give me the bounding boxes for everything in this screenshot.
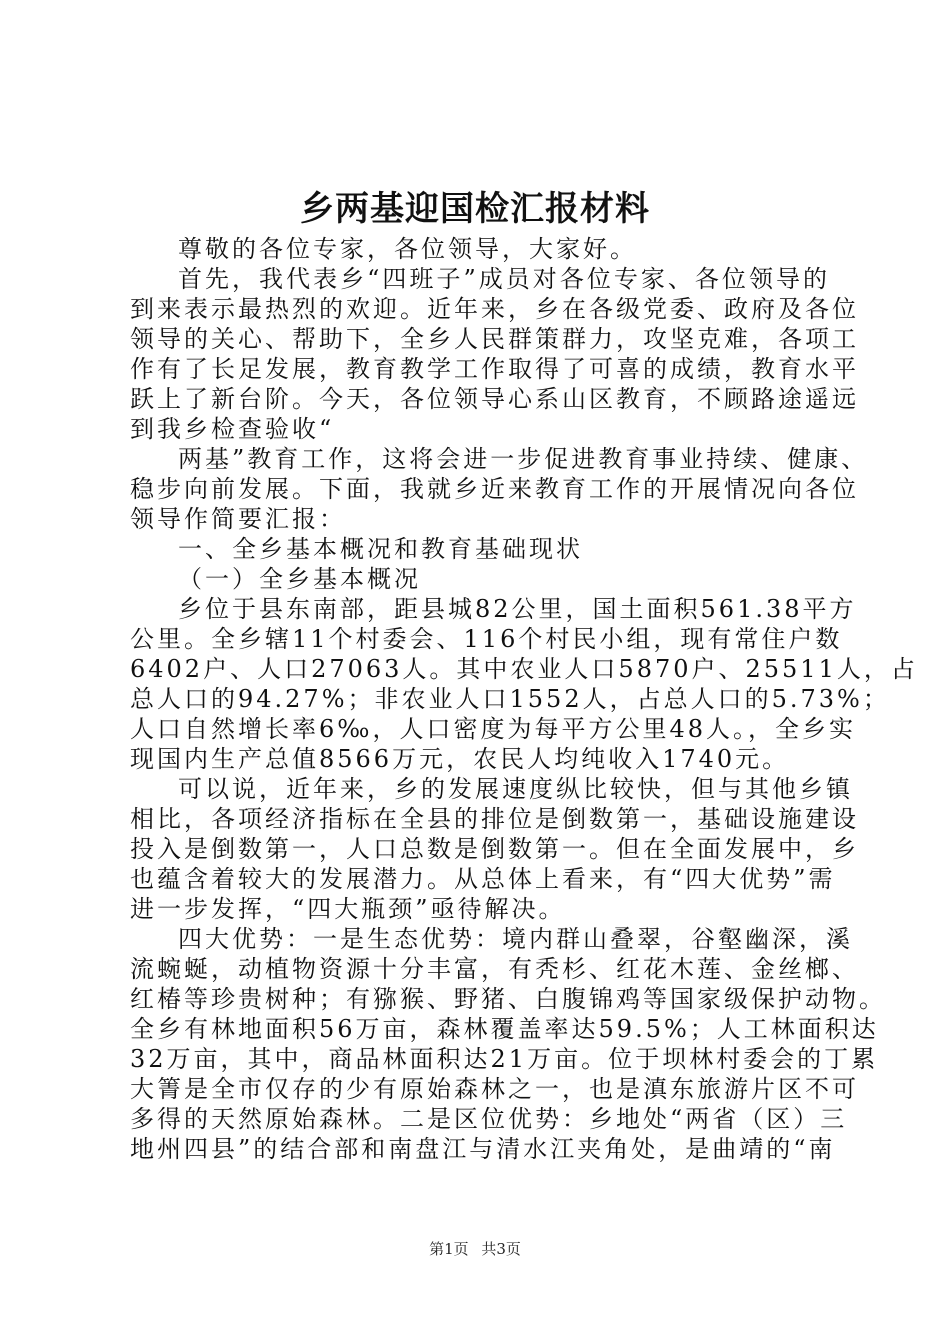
page-total: 共3页 <box>481 1240 521 1258</box>
body-line: 领导的关心、帮助下，全乡人民群策群力，攻坚克难，各项工 <box>130 325 859 353</box>
body-line: 可以说，近年来，乡的发展速度纵比较快，但与其他乡镇 <box>178 775 853 803</box>
page-footer <box>0 1238 950 1259</box>
body-line: 两基”教育工作，这将会进一步促进教育事业持续、健康、 <box>178 445 869 473</box>
body-line: 地州四县”的结合部和南盘江与清水江夹角处，是曲靖的“南 <box>130 1135 836 1163</box>
body-line: 公里。全乡辖11个村委会、116个村民小组，现有常住户数 <box>130 625 843 653</box>
body-line: 尊敬的各位专家，各位领导，大家好。 <box>178 235 637 263</box>
body-line: 四大优势：一是生态优势：境内群山叠翠，谷壑幽深，溪 <box>178 925 853 953</box>
document-body <box>130 234 918 1164</box>
body-line: 流蜿蜒，动植物资源十分丰富，有秃杉、红花木莲、金丝榔、 <box>130 955 859 983</box>
body-line: 跃上了新台阶。今天，各位领导心系山区教育，不顾路途遥远 <box>130 385 859 413</box>
body-line: 到来表示最热烈的欢迎。近年来，乡在各级党委、政府及各位 <box>130 295 859 323</box>
body-line: 一、全乡基本概况和教育基础现状 <box>178 535 583 563</box>
body-line: 投入是倒数第一，人口总数是倒数第一。但在全面发展中，乡 <box>130 835 859 863</box>
body-line: 首先，我代表乡“四班子”成员对各位专家、各位领导的 <box>178 265 830 293</box>
body-line: 作有了长足发展，教育教学工作取得了可喜的成绩，教育水平 <box>130 355 859 383</box>
body-line: 大箐是全市仅存的少有原始森林之一，也是滇东旅游片区不可 <box>130 1075 859 1103</box>
body-line: 相比，各项经济指标在全县的排位是倒数第一，基础设施建设 <box>130 805 859 833</box>
page-number: 第1页 <box>429 1240 469 1258</box>
body-line: 稳步向前发展。下面，我就乡近来教育工作的开展情况向各位 <box>130 475 859 503</box>
document-title: 乡两基迎国检汇报材料 <box>300 189 650 229</box>
body-line: 人口自然增长率6‰，人口密度为每平方公里48人。，全乡实 <box>130 715 857 743</box>
body-line: 到我乡检查验收“ <box>130 415 335 443</box>
body-line: 6402户、人口27063人。其中农业人口5870户、25511人，占 <box>130 655 918 683</box>
body-line: （一）全乡基本概况 <box>178 565 421 593</box>
body-line: 红椿等珍贵树种；有猕猴、野猪、白腹锦鸡等国家级保护动物。 <box>130 985 886 1013</box>
body-line: 领导作简要汇报： <box>130 505 346 533</box>
body-line: 乡位于县东南部，距县城82公里，国土面积561.38平方 <box>178 595 857 623</box>
body-line: 进一步发挥，“四大瓶颈”亟待解决。 <box>130 895 566 923</box>
body-line: 也蕴含着较大的发展潜力。从总体上看来，有“四大优势”需 <box>130 865 836 893</box>
body-line: 总人口的94.27%；非农业人口1552人，占总人口的5.73%； <box>130 685 890 713</box>
body-line: 多得的天然原始森林。二是区位优势：乡地处“两省（区）三 <box>130 1105 848 1133</box>
body-line: 现国内生产总值8566万元，农民人均纯收入1740元。 <box>130 745 790 773</box>
body-line: 全乡有林地面积56万亩，森林覆盖率达59.5%；人工林面积达 <box>130 1015 879 1043</box>
body-line: 32万亩，其中，商品林面积达21万亩。位于坝林村委会的丁累 <box>130 1045 879 1073</box>
